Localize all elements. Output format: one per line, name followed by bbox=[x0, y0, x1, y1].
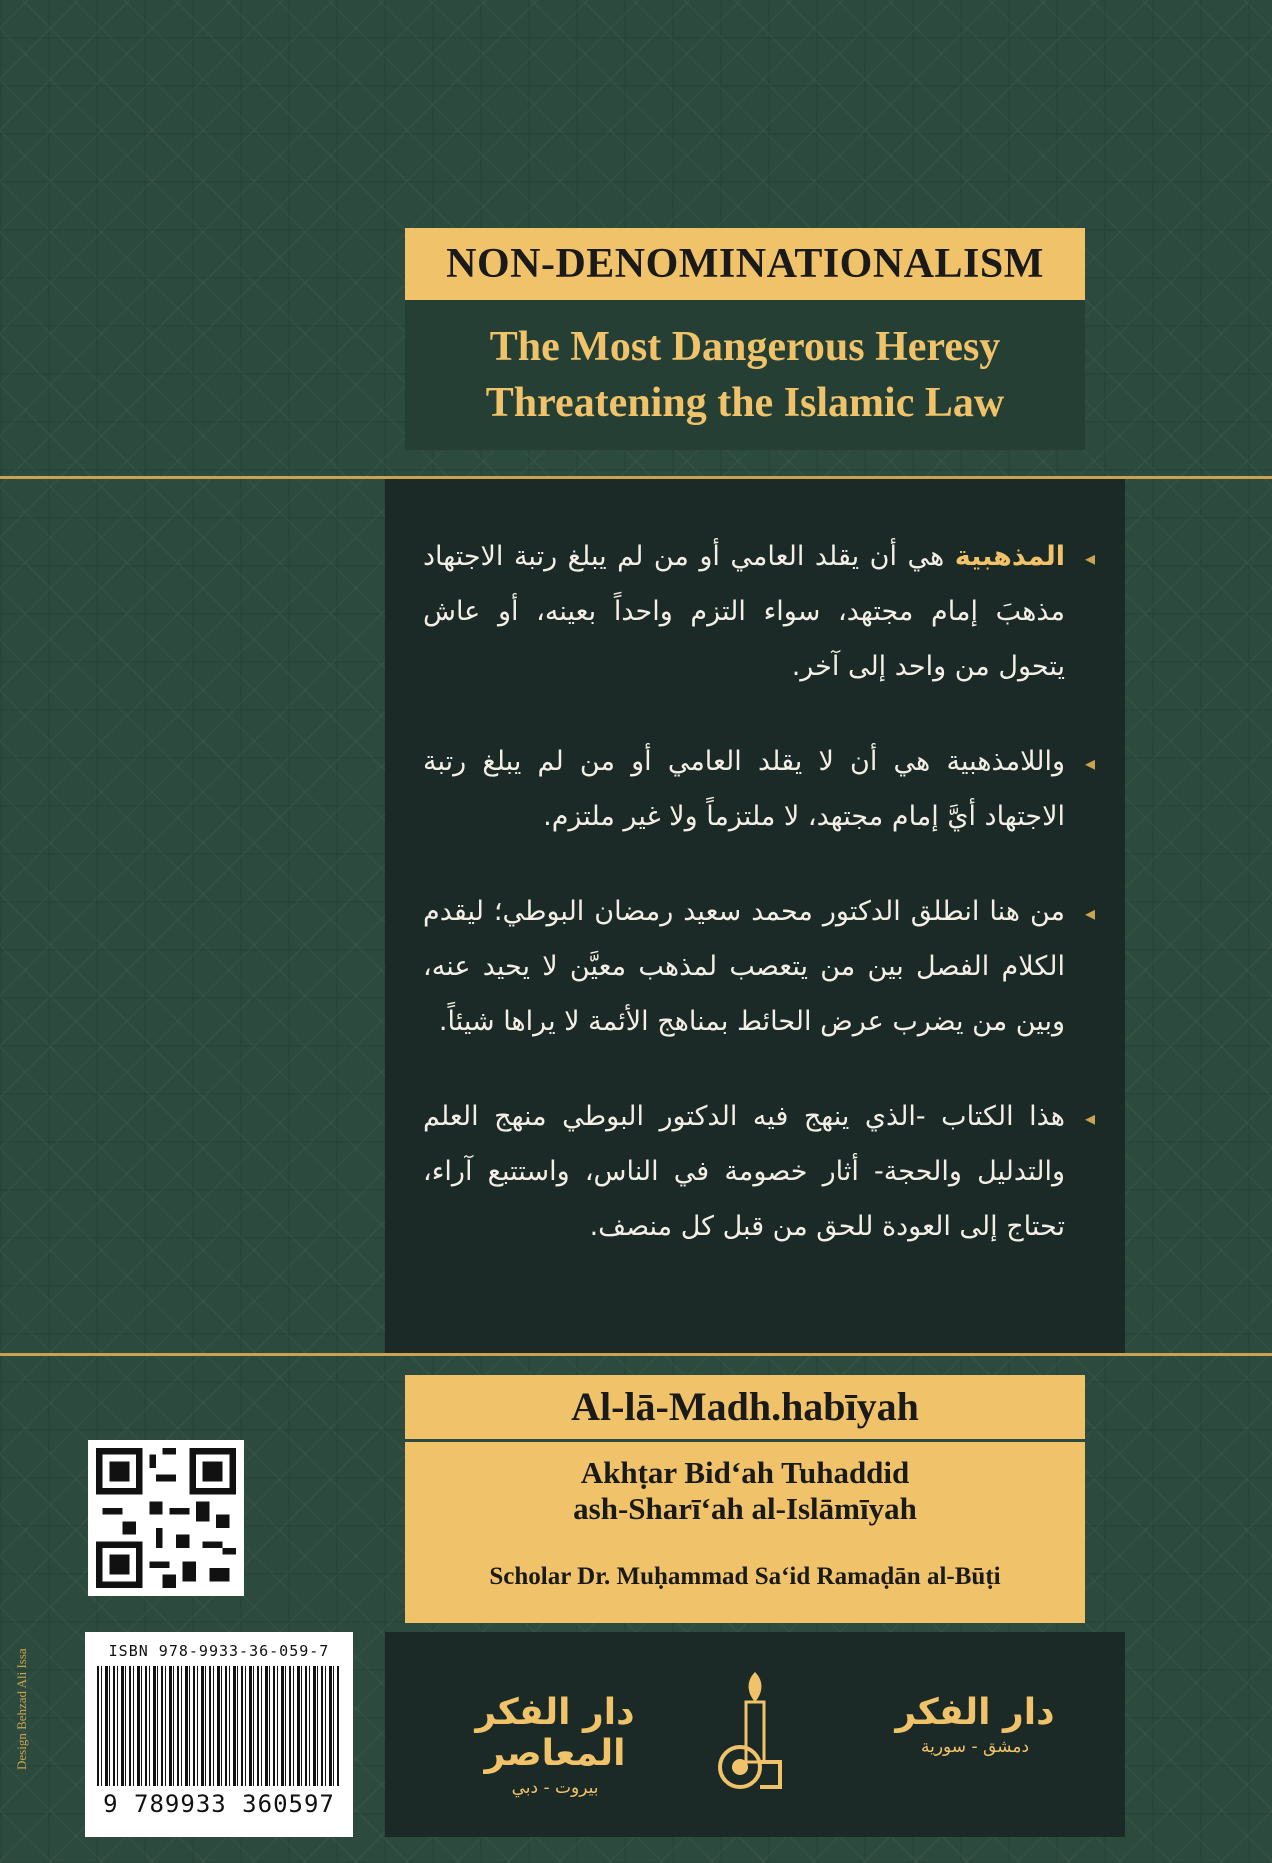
bullet-icon: ◂ bbox=[1084, 1106, 1095, 1130]
blurb-paragraph-1 bbox=[423, 529, 1095, 694]
blurb-text-2: واللامذهبية هي أن لا يقلد العامي أو من لم يبلغ رتبة الاجتهاد أيَّ إمام مجتهد، لا ملتزماً ولا غير ملتزم. bbox=[423, 746, 1065, 832]
blurb-text-4: هذا الكتاب -الذي ينهج فيه الدكتور البوطي منهج العلم والتدليل والحجة- أثار خصومة في الناس، واستتبع آراء، تحتاج إلى العودة للحق من قبل كل منصف. bbox=[423, 1101, 1065, 1242]
blurb-paragraph-3 bbox=[423, 884, 1095, 1049]
publisher-left bbox=[425, 1692, 685, 1798]
blurb-lead-word: المذهبية bbox=[954, 541, 1065, 572]
publisher-block bbox=[385, 1632, 1125, 1837]
subtitle-banner bbox=[405, 300, 1085, 450]
publisher-right-city: دمشق - سورية bbox=[920, 1737, 1030, 1757]
subtitle-line-1: The Most Dangerous Heresy bbox=[489, 324, 1001, 370]
blurb-text-3: من هنا انطلق الدكتور محمد سعيد رمضان البوطي؛ ليقدم الكلام الفصل بين من يتعصب لمذهب معيَّن لا يحيد عنه، وبين من يضرب عرض الحائط بمناهج الأئمة لا يراها شيئاً. bbox=[423, 896, 1065, 1037]
barcode-bars bbox=[97, 1666, 341, 1786]
bullet-icon: ◂ bbox=[1084, 751, 1095, 775]
bullet-icon: ◂ bbox=[1084, 901, 1095, 925]
transliteration-banner bbox=[405, 1375, 1085, 1623]
transliterated-title: Al-lā-Madh.habīyah bbox=[571, 1383, 919, 1429]
blurb-paragraph-2 bbox=[423, 734, 1095, 844]
book-title: NON-DENOMINATIONALISM bbox=[446, 241, 1044, 287]
publisher-left-name: دار الفكر المعاصر bbox=[475, 1692, 635, 1774]
transliterated-subtitle bbox=[405, 1455, 1085, 1527]
publisher-right-name: دار الفكر bbox=[895, 1692, 1055, 1733]
design-credit: Design Behzad Ali Issa bbox=[14, 1648, 29, 1770]
title-banner bbox=[405, 228, 1085, 300]
subtitle-line-2: Threatening the Islamic Law bbox=[485, 380, 1005, 426]
publisher-left-city: بيروت - دبي bbox=[511, 1778, 599, 1798]
bullet-icon: ◂ bbox=[1084, 546, 1095, 570]
qr-code-icon[interactable] bbox=[88, 1440, 244, 1596]
barcode-digits: 9 789933 360597 bbox=[103, 1790, 335, 1818]
divider-bottom bbox=[0, 1353, 1272, 1356]
publisher-logo-icon bbox=[710, 1662, 800, 1802]
transliterated-subtitle-line-2: ash-Sharī‘ah al-Islāmīyah bbox=[573, 1491, 917, 1526]
publisher-right bbox=[855, 1692, 1095, 1757]
transliteration-divider bbox=[405, 1439, 1085, 1442]
isbn-barcode bbox=[85, 1632, 353, 1837]
isbn-label: ISBN 978-9933-36-059-7 bbox=[108, 1642, 330, 1660]
blurb-text-1: هي أن يقلد العامي أو من لم يبلغ رتبة الاجتهاد مذهبَ إمام مجتهد، سواء التزم واحداً بعينه، أو عاش يتحول من واحد إلى آخر. bbox=[423, 541, 1065, 682]
transliterated-subtitle-line-1: Akhṭar Bid‘ah Tuhaddid bbox=[580, 1455, 910, 1490]
blurb-paragraph-4 bbox=[423, 1089, 1095, 1254]
author-name: Scholar Dr. Muḥammad Sa‘id Ramaḍān al-Būṭi bbox=[489, 1563, 1001, 1590]
arabic-blurb-panel bbox=[385, 479, 1125, 1353]
